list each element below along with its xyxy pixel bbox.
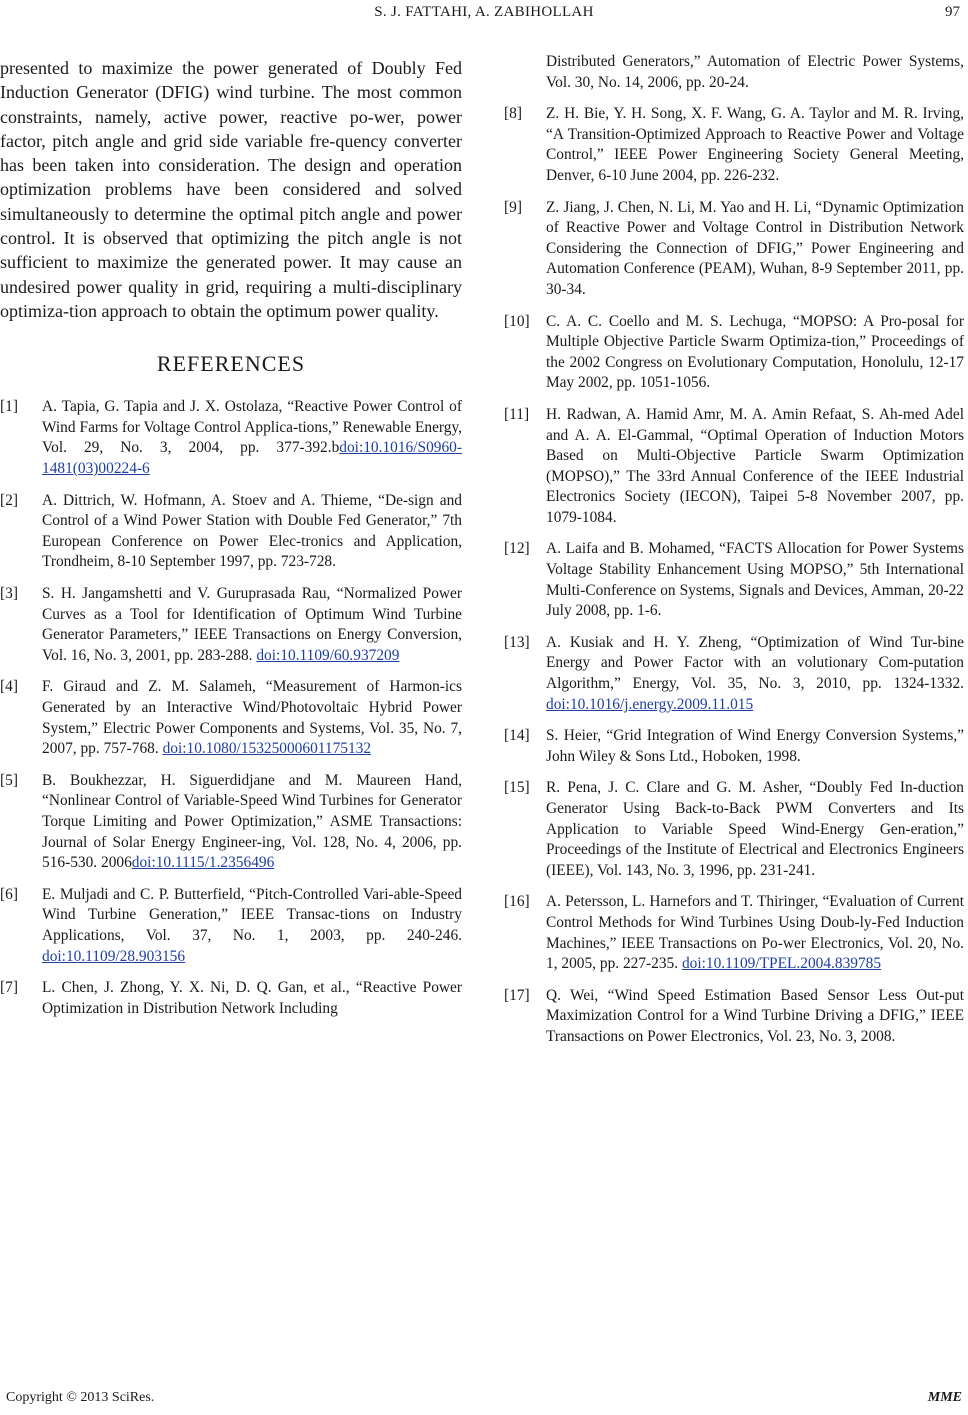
reference-text: H. Radwan, A. Hamid Amr, M. A. Amin Refaat, S. Ah-med Adel and A. A. El-Gammal, “Optimal Operation of Induction Motors Based on Multi-Objective Particle Swarm Optimization (MOPSO),” The 33rd Annual Conference of the IEEE Industrial Electronics Society (IECON), Taipei 5-8 November 2007, pp. 1079-1084.: [546, 405, 964, 526]
journal-abbreviation: MME: [927, 1390, 962, 1405]
reference-number: [8]: [504, 105, 522, 123]
reference-item: [0, 978, 462, 1019]
page-number: 97: [945, 4, 960, 20]
reference-number: [7]: [0, 979, 18, 997]
reference-continuation: Distributed Generators,” Automation of Electric Power Systems, Vol. 30, No. 14, 2006, pp. 20-24.: [546, 53, 964, 91]
reference-item: [504, 539, 964, 621]
reference-item: [0, 771, 462, 874]
reference-item: [504, 892, 964, 974]
doi-link[interactable]: doi:10.1109/TPEL.2004.839785: [681, 955, 882, 973]
doi-link[interactable]: doi:10.1016/S0960-1481(03)00224-6: [42, 439, 462, 478]
reference-item: [504, 986, 964, 1048]
reference-text: Z. Jiang, J. Chen, N. Li, M. Yao and H. Li, “Dynamic Optimization of Reactive Power and Voltage Control in Distribution Network Considering the Connection of DFIG,” Power Engineering and Automation Conference (PEAM), Wuhan, 8-9 September 2011, pp. 30-34.: [546, 198, 964, 298]
doi-link[interactable]: doi:10.1080/15325000601175132: [162, 740, 372, 758]
reference-text: B. Boukhezzar, H. Siguerdidjane and M. Maureen Hand, “Nonlinear Control of Variable-Speed Wind Turbines for Generator Torque Limiting and Power Optimization,” ASME Transactions: Journal of Solar Energy Engineer-ing, Vol. 128, No. 4, 2006, pp. 516-530. 2006doi:10.1115/1.2356496: [42, 771, 462, 872]
copyright-notice: Copyright © 2013 SciRes.: [6, 1390, 155, 1405]
references-heading: REFERENCES: [156, 351, 306, 377]
intro-paragraph: presented to maximize the power generated of Doubly Fed Induction Generator (DFIG) wind turbine. The most common constraints, namely, active power, reactive po-wer, power factor, pitch angle and grid side variable fre-quency converter has been taken into consideration. The design and operation optimization problems have been considered and solved simultaneously to determine the optimal pitch angle and power control. It is observed that optimizing the pitch angle is not sufficient to maximize the generated power. It may cause an undesired power quality in grid, requiring a multi-disciplinary optimiza-tion approach to obtain the optimum power quality.: [0, 58, 462, 321]
reference-number: [13]: [504, 633, 530, 651]
reference-text: E. Muljadi and C. P. Butterfield, “Pitch-Controlled Vari-able-Speed Wind Turbine Generation,” IEEE Transac-tions on Industry Applications, Vol. 37, No. 1, 2003, pp. 240-246. doi:10.1109/28.903156: [42, 885, 462, 965]
doi-link[interactable]: doi:10.1115/1.2356496: [131, 854, 275, 872]
reference-number: [15]: [504, 779, 530, 797]
reference-number: [1]: [0, 398, 18, 416]
reference-text: R. Pena, J. C. Clare and G. M. Asher, “Doubly Fed In-duction Generator Using Back-to-Back PWM Converters and Its Application to Variable Speed Wind-Energy Gen-eration,” Proceedings of the Institute of Electrical and Electronics Engineers (IEEE), Vol. 143, No. 3, 1996, pp. 231-241.: [546, 779, 964, 879]
left-column: [0, 52, 462, 1030]
reference-text: Z. H. Bie, Y. H. Song, X. F. Wang, G. A. Taylor and M. R. Irving, “A Transition-Optimized Approach to Reactive Power and Voltage Control,” IEEE Power Engineering Society General Meeting, Denver, 6-10 June 2004, pp. 226-232.: [546, 105, 964, 184]
reference-item: [504, 198, 964, 301]
reference-number: [11]: [504, 405, 530, 423]
running-head-authors: S. J. FATTAHI, A. ZABIHOLLAH: [374, 4, 594, 20]
reference-item: [504, 312, 964, 394]
doi-link[interactable]: doi:10.1109/60.937209: [256, 646, 400, 664]
reference-text: A. Tapia, G. Tapia and J. X. Ostolaza, “Reactive Power Control of Wind Farms for Voltage Control Applica-tions,” Renewable Energy, Vol. 29, No. 3, 2004, pp. 377-392.bdoi:10.1016/S0960-1481(03)00224-6: [42, 398, 462, 478]
reference-text: A. Petersson, L. Harnefors and T. Thiringer, “Evaluation of Current Control Methods for Wind Turbines Using Doub-ly-Fed Induction Machines,” IEEE Transactions on Po-wer Electronics, Vol. 20, No. 1, 2005, pp. 227-235. doi:10.1109/TPEL.2004.839785: [546, 893, 964, 973]
reference-item: [504, 726, 964, 767]
reference-number: [12]: [504, 540, 530, 558]
reference-text: F. Giraud and Z. M. Salameh, “Measurement of Harmon-ics Generated by an Interactive Wind/Photovoltaic Hybrid Power System,” Electric Power Components and Systems, Vol. 35, No. 7, 2007, pp. 757-768. doi:10.1080/15325000601175132: [42, 678, 462, 758]
reference-number: [17]: [504, 986, 530, 1004]
reference-item: [0, 584, 462, 666]
reference-item: [504, 778, 964, 881]
reference-text: C. A. C. Coello and M. S. Lechuga, “MOPSO: A Pro-posal for Multiple Objective Particle Swarm Optimiza-tion,” Proceedings of the 2002 Congress on Evolutionary Computation, Honolulu, 12-17 May 2002, pp. 1051-1056.: [546, 312, 964, 392]
reference-text: A. Kusiak and H. Y. Zheng, “Optimization of Wind Tur-bine Energy and Power Factor with an volutionary Com-putation Algorithm,” Energy, Vol. 35, No. 3, 2010, pp. 1324-1332. doi:10.1016/j.energy.2009.11.015: [546, 633, 964, 713]
reference-item: [0, 397, 462, 479]
reference-number: [6]: [0, 885, 18, 903]
reference-text: A. Laifa and B. Mohamed, “FACTS Allocation for Power Systems Voltage Stability Enhancement Using MOPSO,” 5th International Multi-Conference on Systems, Signals and Devices, Amman, 20-22 July 2008, pp. 1-6.: [546, 540, 964, 620]
reference-number: [9]: [504, 198, 522, 216]
doi-link[interactable]: doi:10.1109/28.903156: [42, 947, 186, 965]
right-column: [504, 52, 964, 1059]
reference-number: [3]: [0, 585, 18, 603]
page-footer: [0, 1390, 968, 1412]
reference-text: L. Chen, J. Zhong, Y. X. Ni, D. Q. Gan, et al., “Reactive Power Optimization in Distribution Network Including: [42, 979, 462, 1017]
reference-item: [0, 885, 462, 967]
reference-item: [504, 104, 964, 186]
reference-text: S. Heier, “Grid Integration of Wind Energy Conversion Systems,” John Wiley & Sons Ltd., Hoboken, 1998.: [546, 727, 964, 765]
doi-link[interactable]: doi:10.1016/j.energy.2009.11.015: [546, 695, 754, 713]
reference-number: [14]: [504, 727, 530, 745]
reference-text: S. H. Jangamshetti and V. Guruprasada Rau, “Normalized Power Curves as a Tool for Identification of Optimum Wind Turbine Generator Parameters,” IEEE Transactions on Energy Conversion, Vol. 16, No. 3, 2001, pp. 283-288. doi:10.1109/60.937209: [42, 585, 462, 664]
reference-number: [5]: [0, 771, 18, 789]
reference-number: [10]: [504, 312, 530, 330]
reference-item: [504, 633, 964, 715]
reference-number: [4]: [0, 678, 18, 696]
reference-number: [16]: [504, 893, 530, 911]
page-header: [0, 2, 968, 22]
reference-item: [0, 491, 462, 573]
reference-item: [504, 405, 964, 529]
reference-text: A. Dittrich, W. Hofmann, A. Stoev and A. Thieme, “De-sign and Control of a Wind Power Station with Double Fed Generator,” 7th European Conference on Power Elec-tronics and Application, Trondheim, 8-10 September 1997, pp. 723-728.: [42, 491, 462, 571]
reference-item: [0, 677, 462, 759]
reference-text: Q. Wei, “Wind Speed Estimation Based Sensor Less Out-put Maximization Control for a Wind Turbine Driving a DFIG,” IEEE Transactions on Power Electronics, Vol. 23, No. 3, 2008.: [546, 986, 964, 1045]
reference-number: [2]: [0, 491, 18, 509]
